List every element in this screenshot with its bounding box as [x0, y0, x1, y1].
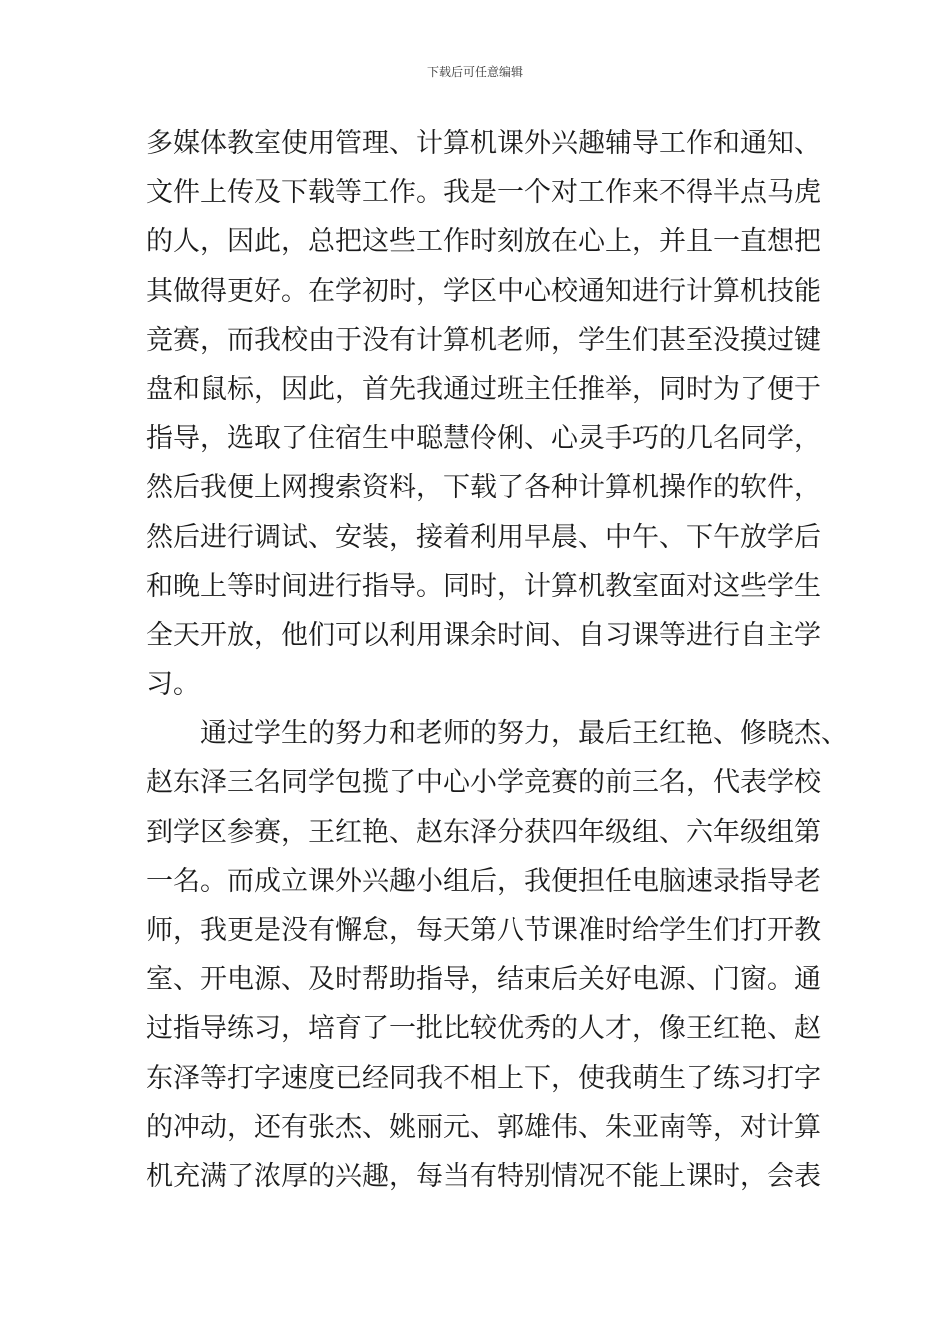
text-line: 其做得更好。在学初时，学区中心校通知进行计算机技能 [146, 275, 821, 307]
text-line: 竞赛，而我校由于没有计算机老师，学生们甚至没摸过键 [146, 324, 821, 356]
page-header: 下载后可任意编辑 [426, 65, 523, 79]
text-line: 盘和鼠标，因此，首先我通过班主任推举，同时为了便于 [146, 373, 821, 405]
text-line: 然后进行调试、安装，接着利用早晨、中午、下午放学后 [146, 521, 821, 553]
document-body [146, 119, 846, 1201]
text-line: 指导，选取了住宿生中聪慧伶俐、心灵手巧的几名同学， [146, 423, 821, 455]
text-line: 和晚上等时间进行指导。同时，计算机教室面对这些学生 [146, 570, 821, 602]
text-line: 东泽等打字速度已经同我不相上下，使我萌生了练习打字 [146, 1062, 821, 1094]
text-line: 文件上传及下载等工作。我是一个对工作来不得半点马虎 [146, 177, 821, 209]
text-line: 一名。而成立课外兴趣小组后，我便担任电脑速录指导老 [146, 865, 821, 897]
text-line: 全天开放，他们可以利用课余时间、自习课等进行自主学 [146, 619, 821, 651]
text-line: 的人，因此，总把这些工作时刻放在心上，并且一直想把 [146, 226, 821, 258]
text-line: 的冲动，还有张杰、姚丽元、郭雄伟、朱亚南等，对计算 [146, 1111, 821, 1143]
text-line: 到学区参赛，王红艳、赵东泽分获四年级组、六年级组第 [146, 816, 821, 848]
text-line: 赵东泽三名同学包揽了中心小学竞赛的前三名，代表学校 [146, 767, 821, 799]
text-line: 过指导练习，培育了一批比较优秀的人才，像王红艳、赵 [146, 1013, 821, 1045]
text-line: 室、开电源、及时帮助指导，结束后关好电源、门窗。通 [146, 964, 821, 996]
text-line: 然后我便上网搜索资料，下载了各种计算机操作的软件， [146, 472, 821, 504]
text-line: 机充满了浓厚的兴趣，每当有特别情况不能上课时，会表 [146, 1160, 821, 1192]
text-line: 习。 [146, 669, 200, 701]
text-line: 多媒体教室使用管理、计算机课外兴趣辅导工作和通知、 [146, 128, 821, 159]
text-line: 通过学生的努力和老师的努力，最后王红艳、修晓杰、 [146, 718, 848, 750]
text-line: 师，我更是没有懈怠，每天第八节课准时给学生们打开教 [146, 915, 821, 946]
